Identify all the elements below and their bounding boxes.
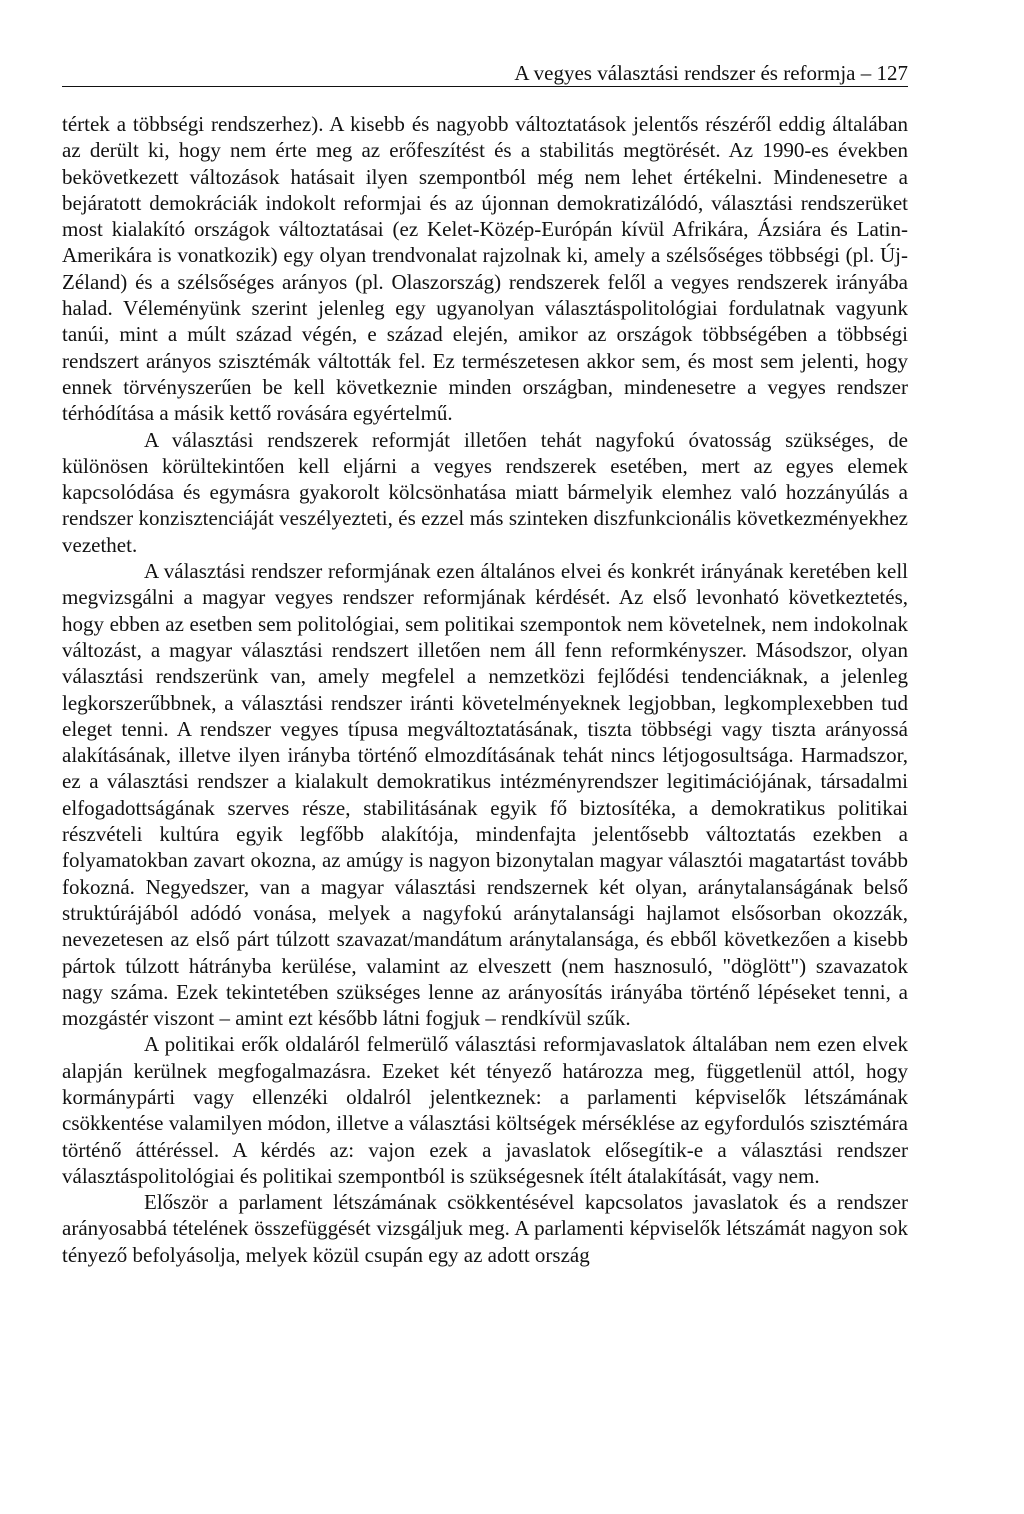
body-text [62,111,908,1268]
paragraph: A politikai erők oldaláról felmerülő választási reformjavaslatok általában nem ezen elvek alapján kerülnek megfogalmazásra. Ezeket két tényező határozza meg, függetlenül attól, hogy kormánypárti vagy ellenzéki oldalról jelentkeznek: a parlamenti képviselők létszámának csökkentése valamilyen módon, illetve a választási költségek mérséklése az egyfordulós szisztémára történő áttéréssel. A kérdés az: vajon ezek a javaslatok elősegítik-e a választási rendszer választáspolitológiai és politikai szempontból is szükségesnek ítélt átalakítását, vagy nem. [62,1032,908,1188]
paragraph: Először a parlament létszámának csökkentésével kapcsolatos javaslatok és a rendszer arányosabbá tételének összefüggését vizsgáljuk meg. A parlamenti képviselők létszámát nagyon sok tényező befolyásolja, melyek közül csupán egy az adott ország [62,1190,908,1267]
running-header: A vegyes választási rendszer és reformja – 127 [62,58,908,87]
paragraph: A választási rendszerek reformját illetően tehát nagyfokú óvatosság szükséges, de különösen körültekintően kell eljárni a vegyes rendszerek esetében, mert az egyes elemek kapcsolódása és egymásra gyakorolt kölcsönhatása miatt bármelyik elemhez való hozzányúlás a rendszer konzisztenciáját veszélyezteti, és ezzel más szinteken diszfunkcionális következményekhez vezethet. [62,427,908,557]
paragraph: A választási rendszer reformjának ezen általános elvei és konkrét irányának keretében kell megvizsgálni a magyar vegyes rendszer reformjának kérdését. Az első levonható következtetés, hogy ebben az esetben sem politológiai, sem politikai szempontok nem követelnek, nem indokolnak változást, a magyar választási rendszert illetően nem áll fenn reformkényszer. Másodszor, olyan választási rendszerünk van, amely megfelel a nemzetközi fejlődési tendenciáknak, a jelenleg legkorszerűbbnek, a választási rendszer iránti követelményeknek legjobban, legkomplexebben tud eleget tenni. A rendszer vegyes típusa megváltoztatásának, tiszta többségi vagy tiszta arányossá alakításának, illetve ilyen irányba történő elmozdításának tehát nincs létjogosultsága. Harmadszor, ez a választási rendszer a kialakult demokratikus intézményrendszer legitimációjának, társadalmi elfogadottságának szerves része, stabilitásának egyik fő biztosítéka, a demokratikus politikai részvételi kultúra egyik legfőbb alakítója, mindenfajta jelentősebb változtatás ezekben a folyamatokban zavart okozna, az amúgy is nagyon bizonytalan magyar választói magatartást tovább fokozná. Negyedszer, van a magyar választási rendszernek két olyan, aránytalanságának belső struktúrájából adódó vonása, melyek a nagyfokú aránytalansági hajlamot elsősorban okozzák, nevezetesen az első párt túlzott szavazat/mandátum aránytalansága, és ebből következően a kisebb pártok túlzott hátrányba kerülése, valamint az elveszett (nem hasznosuló, "döglött") szavazatok nagy száma. Ezek tekintetében szükséges lenne az arányosítás irányába történő lépéseket tenni, a mozgástér viszont – amint ezt később látni fogjuk – rendkívül szűk. [62,559,908,1031]
paragraph-continuation: tértek a többségi rendszerhez). A kisebb és nagyobb változtatások jelentős részéről eddig általában az derült ki, hogy nem érte meg az erőfeszítést és a stabilitás megtörését. Az 1990-es években bekövetkezett változások hatásait ilyen szempontból még nem lehet értékelni. Mindenesetre a bejáratott demokráciák indokolt reformjai és az újonnan demokratizálódó, választási rendszerüket most kialakító országok változtatásai (ez Kelet-Közép-Európán kívül Afrikára, Ázsiára és Latin-Amerikára is vonatkozik) egy olyan trendvonalat rajzolnak ki, amely a szélsőséges többségi (pl. Új-Zéland) és a szélsőséges arányos (pl. Olaszország) rendszerek felől a vegyes rendszerek irányába halad. Véleményünk szerint jelenleg egy ugyanolyan választáspolitológiai fordulatnak vagyunk tanúi, mint a múlt század végén, e század elején, amikor az országok többségében a többségi rendszert arányos szisztémák váltották fel. Ez természetesen akkor sem, és most sem jelenti, hogy ennek törvényszerűen be kell következnie minden országban, mindenesetre a vegyes rendszer térhódítása a másik kettő rovására egyértelmű. [62,112,908,426]
